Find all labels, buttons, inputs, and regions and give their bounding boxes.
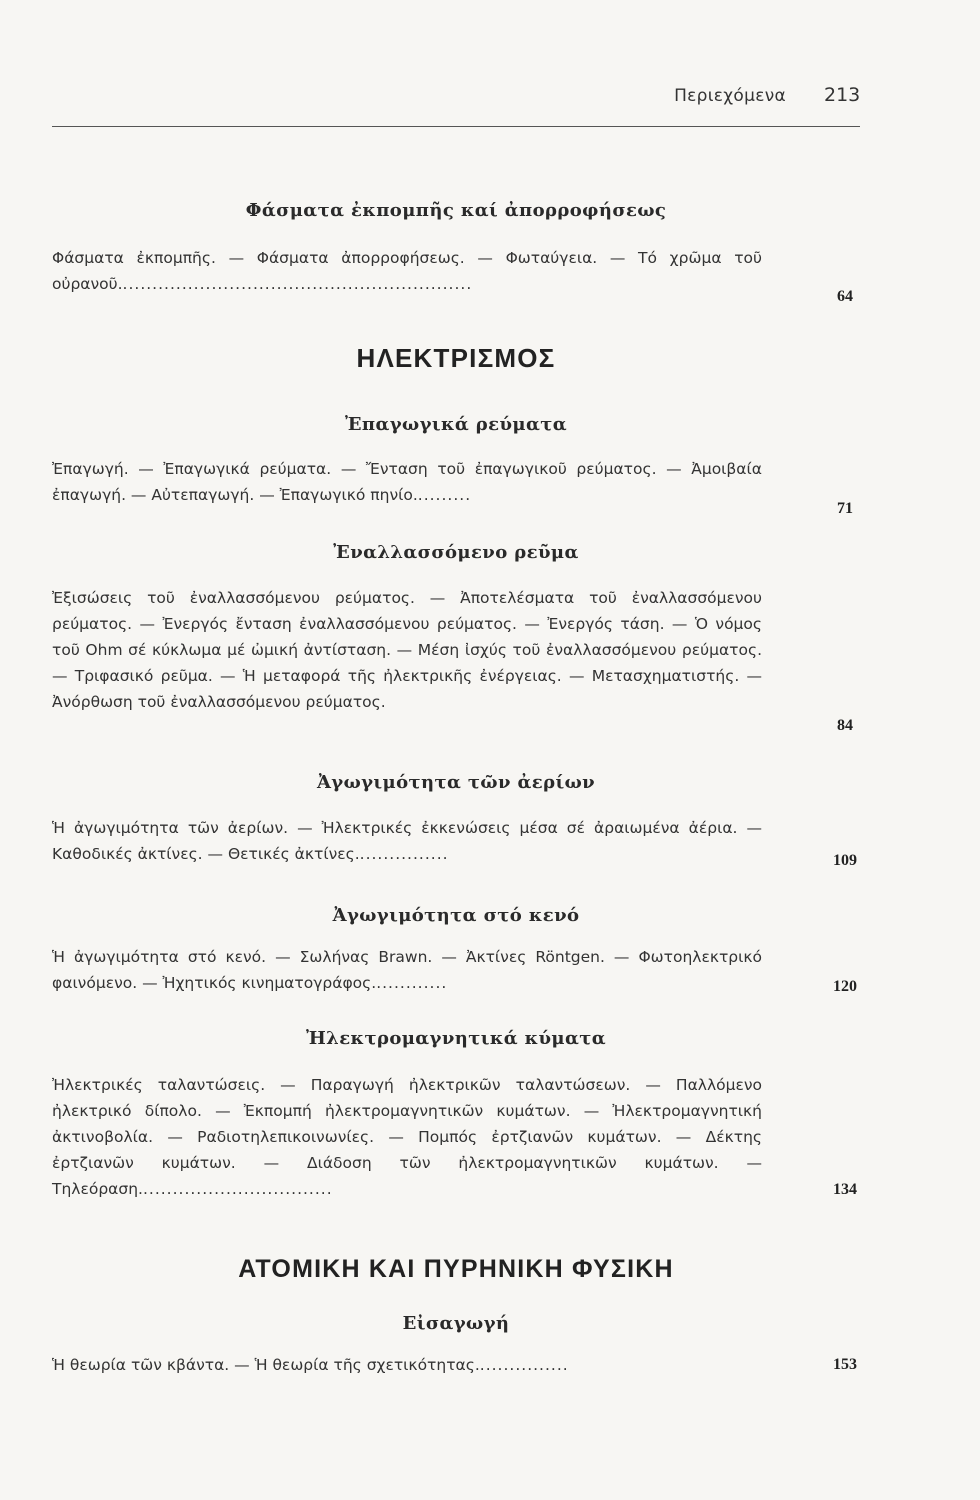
page-ref-134: 134: [833, 1181, 857, 1198]
entry-text: Ἡ ἀγωγιμότητα στό κενό. — Σωλήνας Brawn. — Ἀκτίνες Röntgen. — Φωτοηλεκτρικό φαινόμενο. — Ἠχητικός κινηματογράφος.: [52, 948, 762, 992]
toc-entry-induction: [52, 456, 762, 508]
toc-entry-em-waves: [52, 1072, 762, 1202]
entry-text: Ἐπαγωγή. — Ἐπαγωγικά ρεύματα. — Ἔνταση τοῦ ἐπαγωγικοῦ ρεύματος. — Ἀμοιβαία ἐπαγωγή. — Αὐτεπαγωγή. — Ἐπαγωγικό πηνίο.: [52, 460, 762, 504]
page-ref-109: 109: [833, 852, 857, 869]
section-heading-spectra: Φάσματα ἐκπομπῆς καί ἀπορροφήσεως: [245, 200, 667, 221]
part-title-electricity: ΗΛΕΚΤΡΙΣΜΟΣ: [356, 343, 556, 373]
entry-text: Ἐξισώσεις τοῦ ἐναλλασσόμενου ρεύματος. — Ἀποτελέσματα τοῦ ἐναλλασσόμενου ρεύματος. — Ἐνεργός ἔνταση ἐναλλασσόμενου ρεύματος. — Ἐνεργός τάση. — Ὁ νόμος τοῦ Ohm σέ κύκλωμα μέ ὠμική ἀντίσταση. — Μέση ἰσχύς τοῦ ἐναλλασσόμενου ρεύματος. — Τριφασικό ρεῦμα. — Ἡ μεταφορά τῆς ἠλεκτρικῆς ἐνέργειας. — Μετασχηματιστής. — Ἀνόρθωση τοῦ ἐναλλασσόμενου ρεύματος.: [52, 589, 762, 711]
section-heading-induction: Ἐπαγωγικά ρεύματα: [345, 414, 567, 435]
part-title-atomic-nuclear-physics: ΑΤΟΜΙΚΗ ΚΑΙ ΠΥΡΗΝΙΚΗ ΦΥΣΙΚΗ: [238, 1255, 674, 1283]
section-heading-gas-conductivity: Ἀγωγιμότητα τῶν ἀερίων: [316, 772, 596, 793]
page-number: 213: [824, 84, 861, 106]
entry-text: Φάσματα ἐκπομπῆς. — Φάσματα ἀπορροφήσεως. — Φωταύγεια. — Τό χρῶμα τοῦ οὐρανοῦ.: [52, 249, 762, 293]
entry-text: Ἠλεκτρικές ταλαντώσεις. — Παραγωγή ἠλεκτρικῶν ταλαντώσεων. — Παλλόμενο ἠλεκτρικό δίπολο. — Ἐκπομπή ἠλεκτρομαγνητικῶν κυμάτων. — Ἠλεκτρομαγνητική ἀκτινοβολία. — Ραδιοτηλεπικοινωνίες. — Πομπός ἐρτζιανῶν κυμάτων. — Δέκτης ἐρτζιανῶν κυμάτων. — Διάδοση τῶν ἠλεκτρομαγνητικῶν κυμάτων. — Τηλεόραση.: [52, 1076, 762, 1198]
toc-entry-introduction: [52, 1352, 762, 1378]
toc-entry-spectra: [52, 245, 762, 297]
page-ref-153: 153: [833, 1356, 857, 1373]
section-heading-introduction: Εἰσαγωγή: [402, 1313, 510, 1334]
running-header-title: Περιεχόμενα: [674, 86, 786, 106]
page-ref-120: 120: [833, 978, 857, 995]
entry-text: Ἡ θεωρία τῶν κβάντα. — Ἡ θεωρία τῆς σχετικότητας.: [52, 1356, 480, 1374]
toc-entry-alternating-current: [52, 585, 762, 715]
leader-dots: ................................: [142, 1180, 333, 1198]
page-ref-84: 84: [837, 717, 853, 734]
leader-dots: ............: [376, 974, 448, 992]
leader-dots: .........: [417, 486, 472, 504]
page-ref-64: 64: [837, 288, 853, 305]
toc-entry-vacuum-conductivity: [52, 944, 762, 996]
page-ref-71: 71: [837, 500, 853, 517]
section-heading-em-waves: Ἠλεκτρομαγνητικά κύματα: [305, 1028, 607, 1049]
leader-dots: ...............: [359, 845, 449, 863]
section-heading-alternating-current: Ἐναλλασσόμενο ρεῦμα: [333, 542, 579, 563]
entry-text: Ἡ ἀγωγιμότητα τῶν ἀερίων. — Ἠλεκτρικές ἐκκενώσεις μέσα σέ ἀραιωμένα ἀέρια. — Καθοδικές ἀκτίνες. — Θετικές ἀκτίνες.: [52, 819, 762, 863]
toc-entry-gas-conductivity: [52, 815, 762, 867]
section-heading-vacuum-conductivity: Ἀγωγιμότητα στό κενό: [332, 905, 580, 926]
leader-dots: ...............: [479, 1356, 569, 1374]
leader-dots: ...........................................................: [122, 275, 473, 293]
header-rule: [52, 126, 860, 127]
